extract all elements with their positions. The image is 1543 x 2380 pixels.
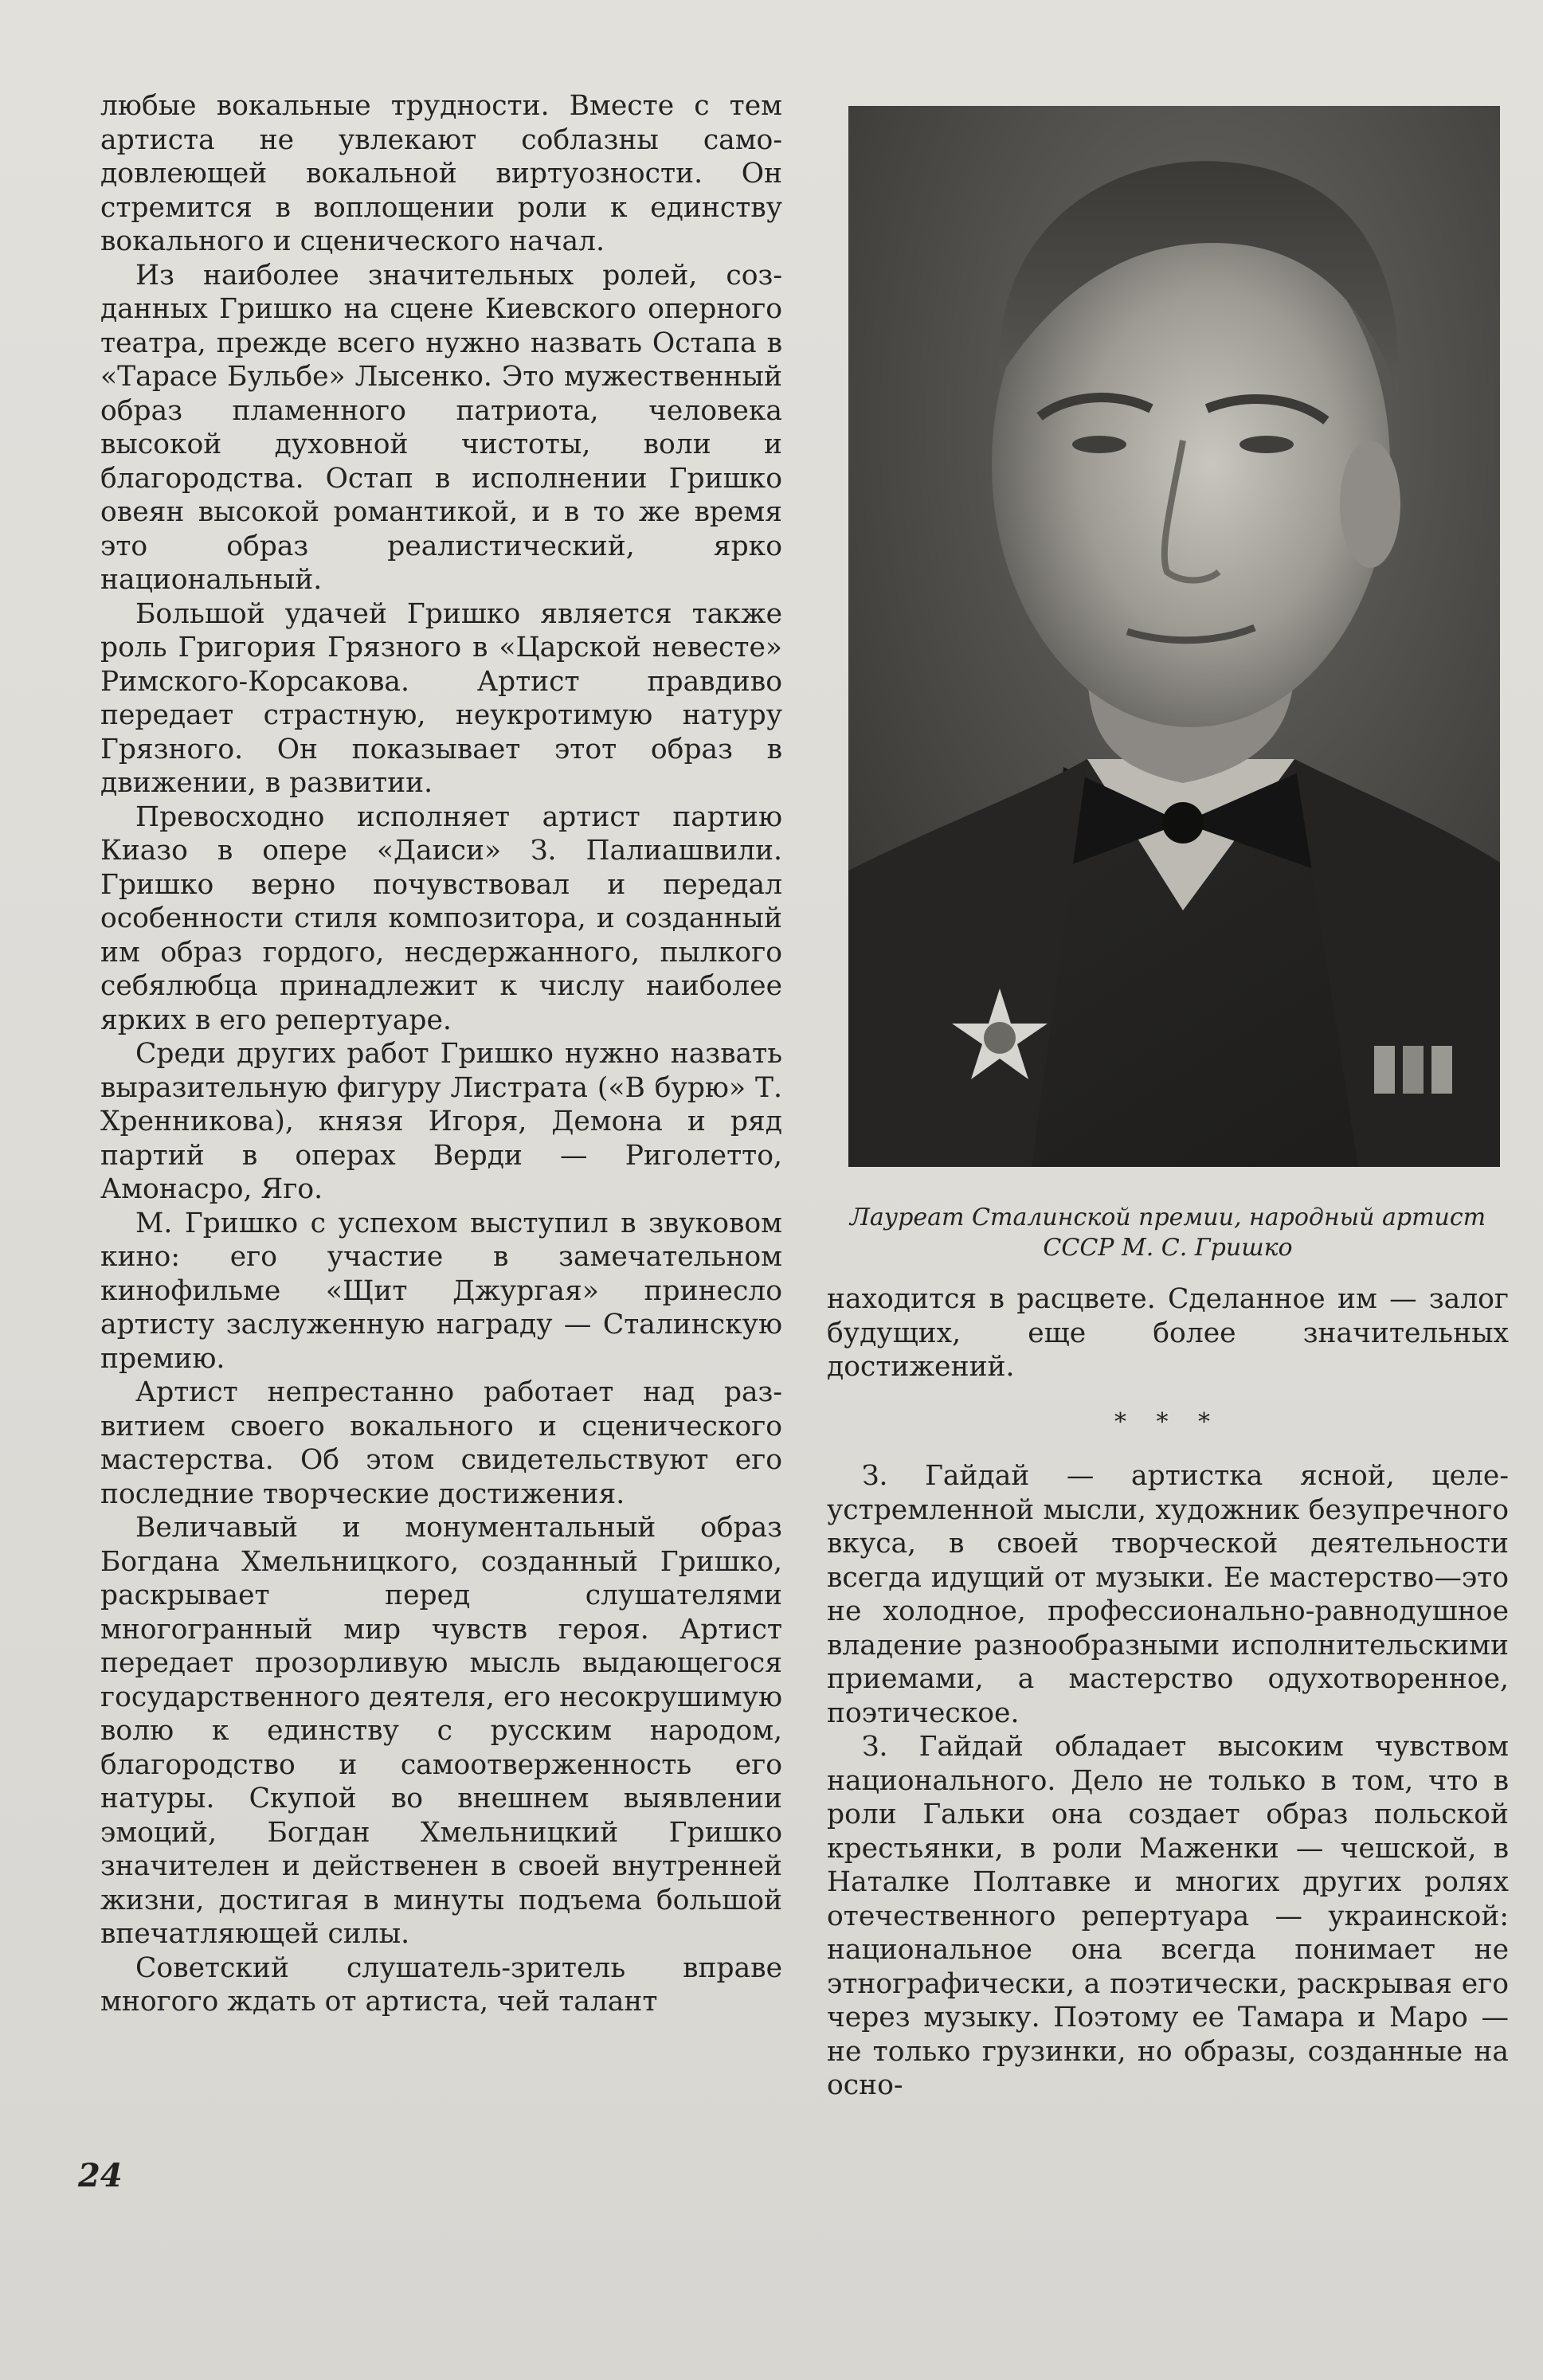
badge (1431, 1046, 1452, 1094)
paragraph: Советский слушатель-зритель вправе многого ждать от артиста, чей талант (100, 1951, 782, 2018)
badge (1403, 1046, 1424, 1094)
ear (1340, 440, 1400, 568)
page-number: 24 (78, 2157, 123, 2194)
paragraph: Среди других работ Гришко нужно назвать выразительную фигуру Листрата («В бурю» Т. Хренникова), князя Игоря, Демона и ряд партий в операх Верди — Риголетто, Амонасро, Яго. (100, 1038, 782, 1205)
caption-line: СССР М. С. Гришко (1043, 1234, 1293, 1262)
left-eye (1072, 436, 1126, 453)
paragraph: З. Гайдай обладает высоким чувством национального. Дело не только в том, что в роли Гальки она создает образ польской крестьянки, в роли Маженки — чешской, в Наталке Полтавке и многих других ролях отечественного репертуара — украинской: национальное она всегда понимает не этнографически, а поэтически, раскрывая его через музыку. Поэтому ее Тамара и Маро — не только грузинки, но образы, созданные на осно- (827, 1731, 1509, 2101)
portrait-illustration (848, 106, 1500, 1167)
portrait-photo (848, 106, 1500, 1167)
paragraph: любые вокальные трудности. Вместе с тем артиста не увлекают соблазны самодовлеющей вокальной виртуозности. Он стремится в воплощении роли к единству вокального и сценического начал. (100, 90, 782, 257)
photo-caption (827, 1203, 1509, 1263)
right-column (827, 1459, 1509, 2103)
paragraph: находится в расцвете. Сделанное им — залог будущих, еще более значительных достижений. (827, 1283, 1509, 1383)
paragraph: Большой удачей Гришко является также роль Григория Грязного в «Царской невесте» Римского-Корсакова. Артист правдиво передает страстную, неукротимую натуру Грязного. Он показывает этот образ в движении, в развитии. (100, 597, 782, 799)
badge (1374, 1046, 1395, 1094)
caption-line: Лауреат Сталинской премии, народный артист (849, 1204, 1486, 1231)
paragraph: М. Гришко с успехом выступил в звуковом кино: его участие в замечательном кинофильме «Щит Джургая» принесло артисту заслуженную награду — Сталинскую премию. (100, 1207, 782, 1375)
paragraph: З. Гайдай — артистка ясной, целеустремленной мысли, художник безупречного вкуса, в своей творческой деятельности всегда идущий от музыки. Ее мастерство—это не холодное, профессионально-равнодушное владение разнообразными исполнительскими приемами, а мастерство одухотворенное, поэтическое. (827, 1460, 1509, 1729)
right-column-continuation (827, 1282, 1509, 1384)
paragraph: Артист непрестанно работает над развитием своего вокального и сценического мастерства. Об этом свидетельствуют его последние творческие достижения. (100, 1376, 782, 1510)
paragraph: Величавый и монументальный образ Богдана Хмельницкого, созданный Гришко, раскрывает перед слушателями многогранный мир чувств героя. Артист передает прозорливую мысль выдающегося государственного деятеля, его несокрушимую волю к единству с русским народом, благородство и самоотверженность его натуры. Скупой во внешнем выявлении эмоций, Богдан Хмельницкий Гришко значителен и действенен в своей внутренней жизни, достигая в минуты подъема большой впечатляющей силы. (100, 1512, 782, 1950)
section-separator: * * * (1114, 1408, 1222, 1436)
left-column (100, 89, 782, 2019)
paragraph: Из наиболее значительных ролей, созданных Гришко на сцене Киевского оперного театра, прежде всего нужно назвать Остапа в «Тарасе Бульбе» Лысенко. Это мужественный образ пламенного патриота, человека высокой духовной чистоты, воли и благородства. Остап в исполнении Гришко овеян высокой романтикой, и в то же время это образ реалистический, ярко национальный. (100, 259, 782, 596)
right-eye (1239, 436, 1294, 453)
paragraph: Превосходно исполняет артист партию Киазо в опере «Даиси» З. Палиашвили. Гришко верно почувствовал и передал особенности стиля композитора, и созданный им образ гордого, несдержанного, пылкого себялюбца принадлежит к числу наиболее ярких в его репертуаре. (100, 801, 782, 1036)
bow-tie-knot (1162, 802, 1204, 844)
